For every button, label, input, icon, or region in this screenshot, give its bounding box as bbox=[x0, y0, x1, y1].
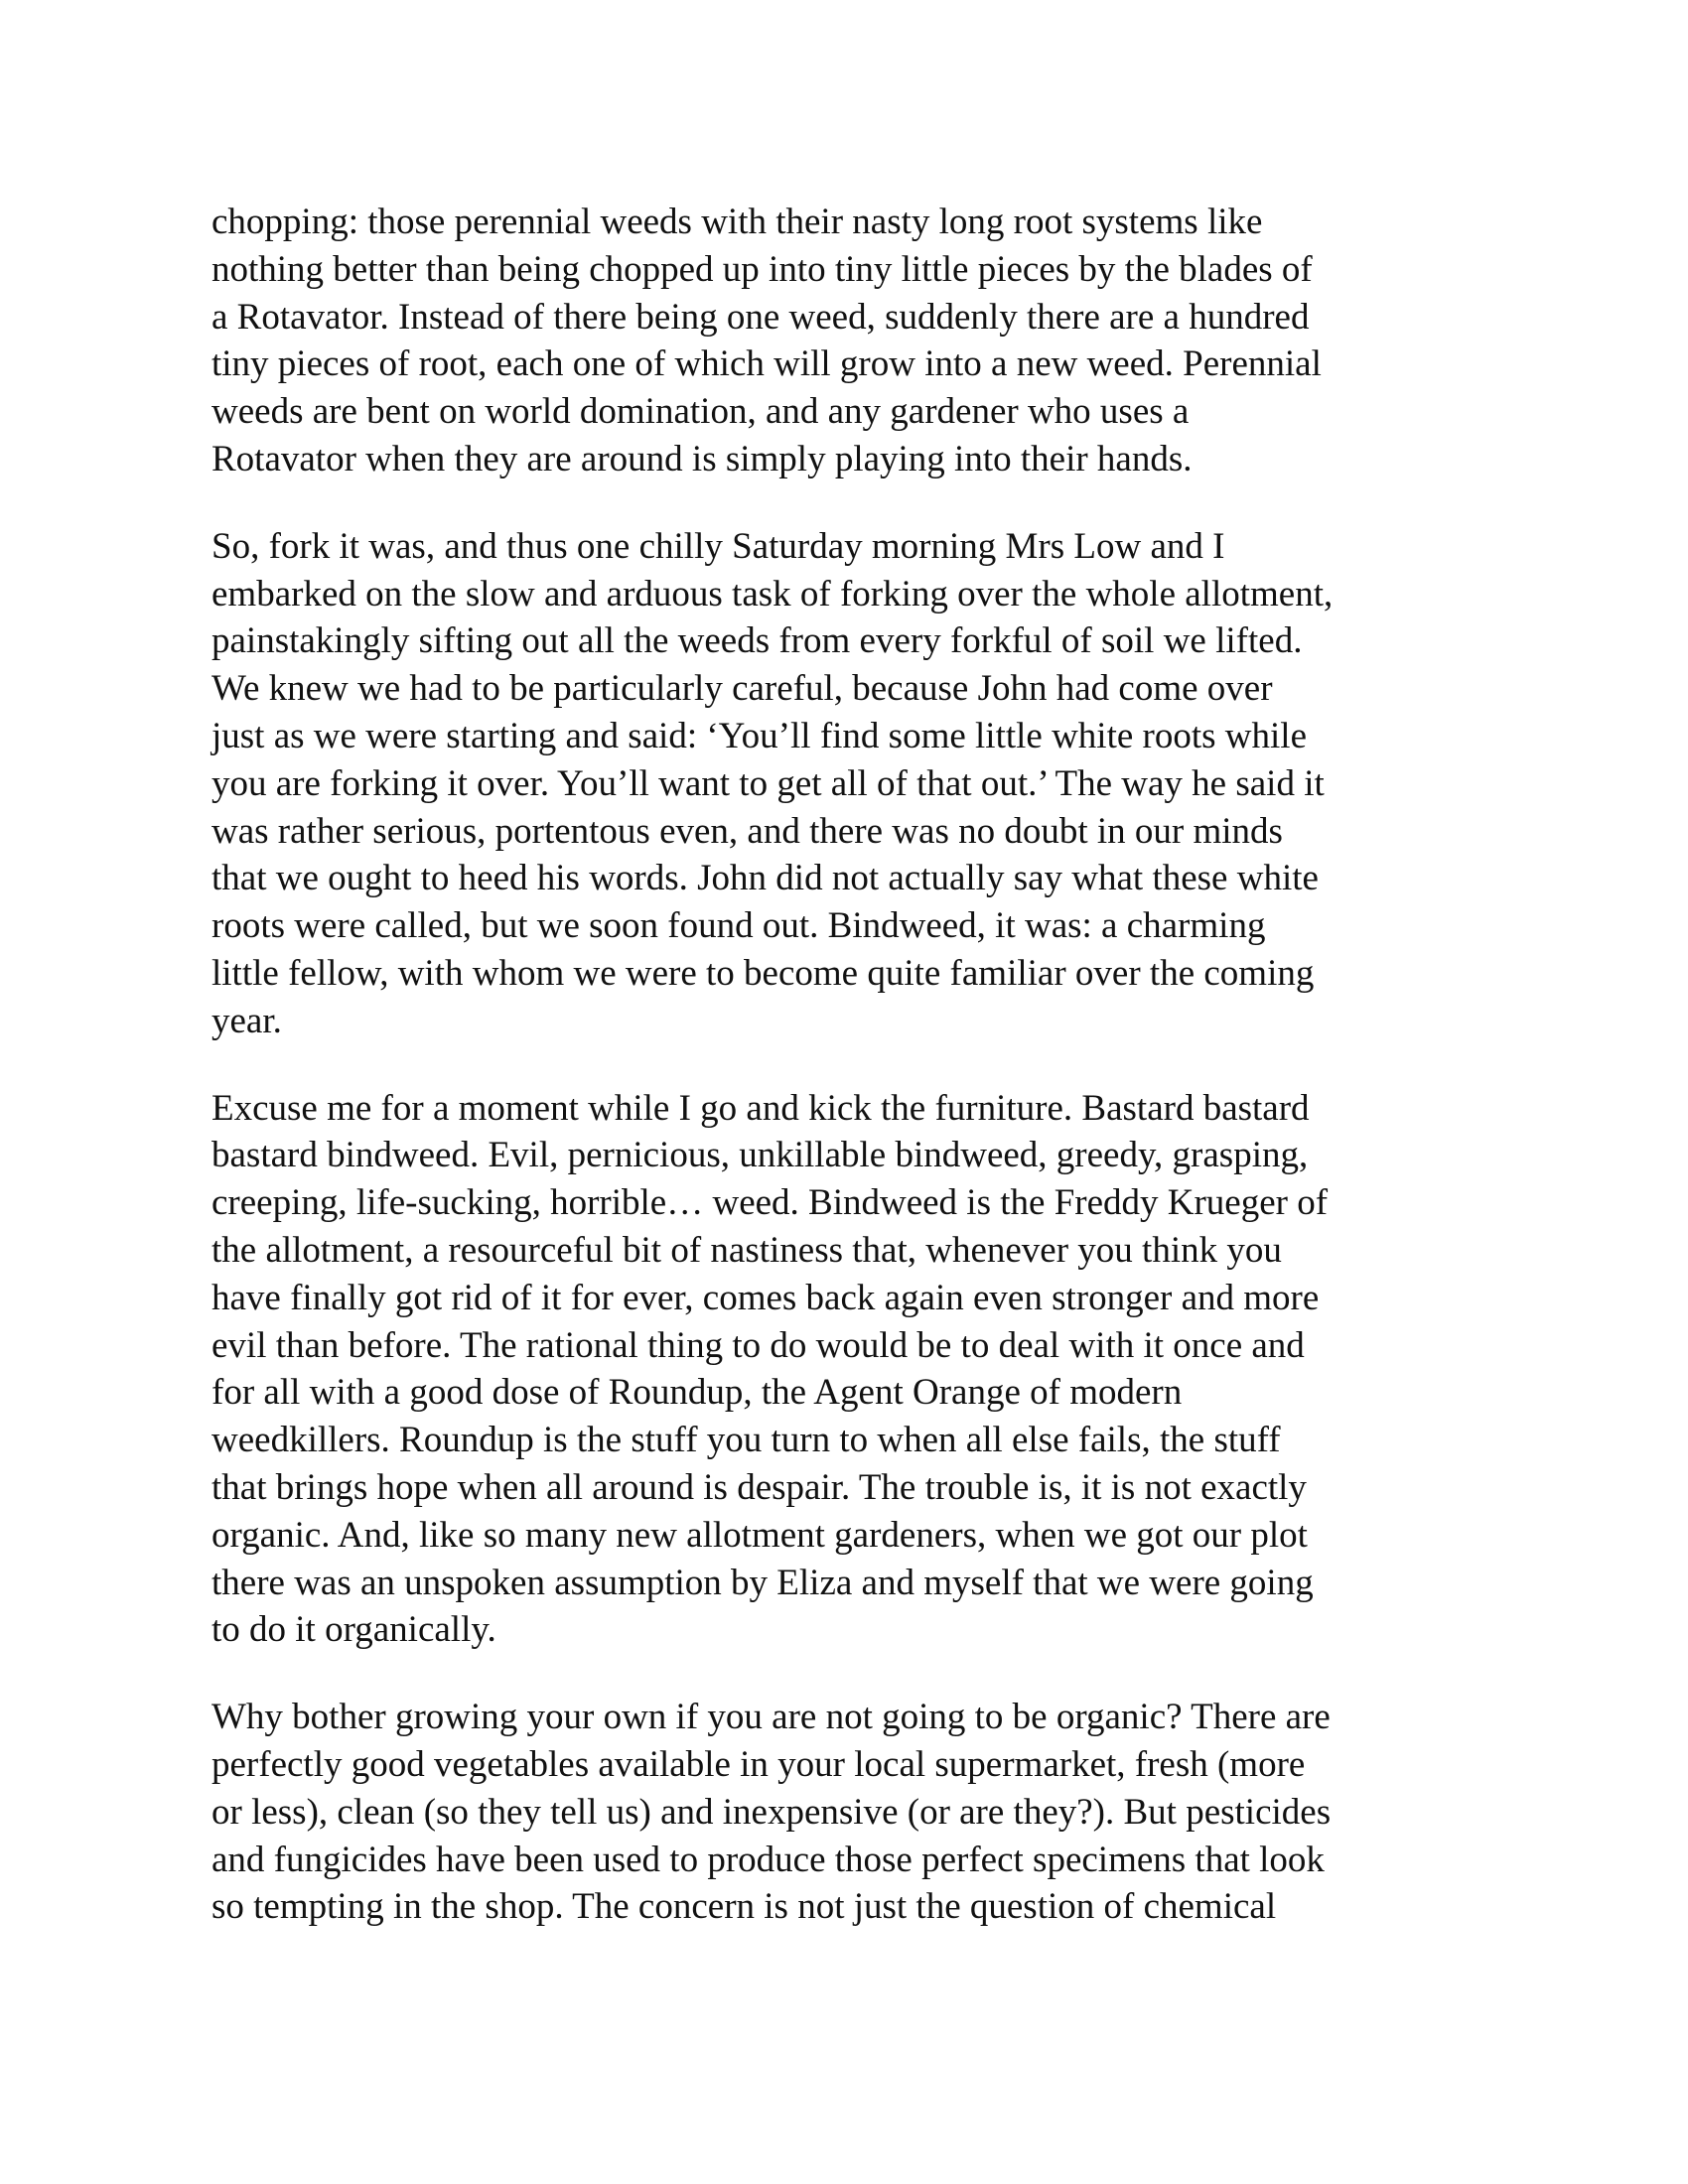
text-line: painstakingly sifting out all the weeds from every forkful of soil we lifted. bbox=[211, 620, 1303, 662]
text-line: that we ought to heed his words. John did not actually say what these white bbox=[211, 858, 1319, 899]
text-line: embarked on the slow and arduous task of forking over the whole allotment, bbox=[211, 573, 1334, 614]
text-line: weeds are bent on world domination, and any gardener who uses a bbox=[211, 391, 1190, 433]
text-line: Rotavator when they are around is simply playing into their hands. bbox=[211, 438, 1193, 479]
text-line: creeping, life-sucking, horrible… weed. Bindweed is the Freddy Krueger of bbox=[211, 1182, 1329, 1224]
document-page bbox=[211, 199, 1492, 1971]
text-line: year. bbox=[211, 1000, 282, 1041]
text-line: tiny pieces of root, each one of which will grow into a new weed. Perennial bbox=[211, 343, 1322, 385]
text-line: nothing better than being chopped up into tiny little pieces by the blades of bbox=[211, 248, 1313, 290]
text-line: the allotment, a resourceful bit of nastiness that, whenever you think you bbox=[211, 1229, 1282, 1271]
text-line: So, fork it was, and thus one chilly Saturday morning Mrs Low and I bbox=[211, 525, 1225, 567]
text-line: chopping: those perennial weeds with their nasty long root systems like bbox=[211, 202, 1263, 242]
text-line: evil than before. The rational thing to do would be to deal with it once and bbox=[211, 1324, 1305, 1366]
text-line: roots were called, but we soon found out. Bindweed, it was: a charming bbox=[211, 905, 1266, 947]
text-line: and fungicides have been used to produce those perfect specimens that look bbox=[211, 1839, 1325, 1880]
text-line: organic. And, like so many new allotment gardeners, when we got our plot bbox=[211, 1514, 1308, 1556]
paragraph-3 bbox=[211, 1085, 1492, 1655]
text-line: so tempting in the shop. The concern is not just the question of chemical bbox=[211, 1886, 1277, 1928]
text-line: just as we were starting and said: ‘You’ll find some little white roots while bbox=[211, 715, 1307, 756]
text-line: little fellow, with whom we were to become quite familiar over the coming bbox=[211, 952, 1315, 994]
text-line: for all with a good dose of Roundup, the Agent Orange of modern bbox=[211, 1372, 1183, 1414]
text-line: Excuse me for a moment while I go and kick the furniture. Bastard bastard bbox=[211, 1087, 1310, 1129]
text-line: Why bother growing your own if you are not going to be organic? There are bbox=[211, 1697, 1331, 1738]
text-line: to do it organically. bbox=[211, 1609, 496, 1651]
text-line: there was an unspoken assumption by Eliza and myself that we were going bbox=[211, 1562, 1314, 1603]
text-line: We knew we had to be particularly careful, because John had come over bbox=[211, 668, 1273, 710]
paragraph-4 bbox=[211, 1694, 1492, 1931]
text-line: or less), clean (so they tell us) and inexpensive (or are they?). But pesticides bbox=[211, 1791, 1332, 1833]
text-line: a Rotavator. Instead of there being one weed, suddenly there are a hundred bbox=[211, 296, 1310, 338]
text-line: weedkillers. Roundup is the stuff you turn to when all else fails, the stuff bbox=[211, 1420, 1281, 1461]
text-line: you are forking it over. You’ll want to get all of that out.’ The way he said it bbox=[211, 762, 1325, 804]
paragraph-2 bbox=[211, 523, 1492, 1045]
text-line: that brings hope when all around is despair. The trouble is, it is not exactly bbox=[211, 1466, 1307, 1508]
text-line: have finally got rid of it for ever, comes back again even stronger and more bbox=[211, 1277, 1320, 1318]
paragraph-1 bbox=[211, 199, 1492, 483]
text-line: was rather serious, portentous even, and there was no doubt in our minds bbox=[211, 810, 1283, 852]
text-line: perfectly good vegetables available in your local supermarket, fresh (more bbox=[211, 1743, 1306, 1785]
text-line: bastard bindweed. Evil, pernicious, unkillable bindweed, greedy, grasping, bbox=[211, 1135, 1309, 1176]
